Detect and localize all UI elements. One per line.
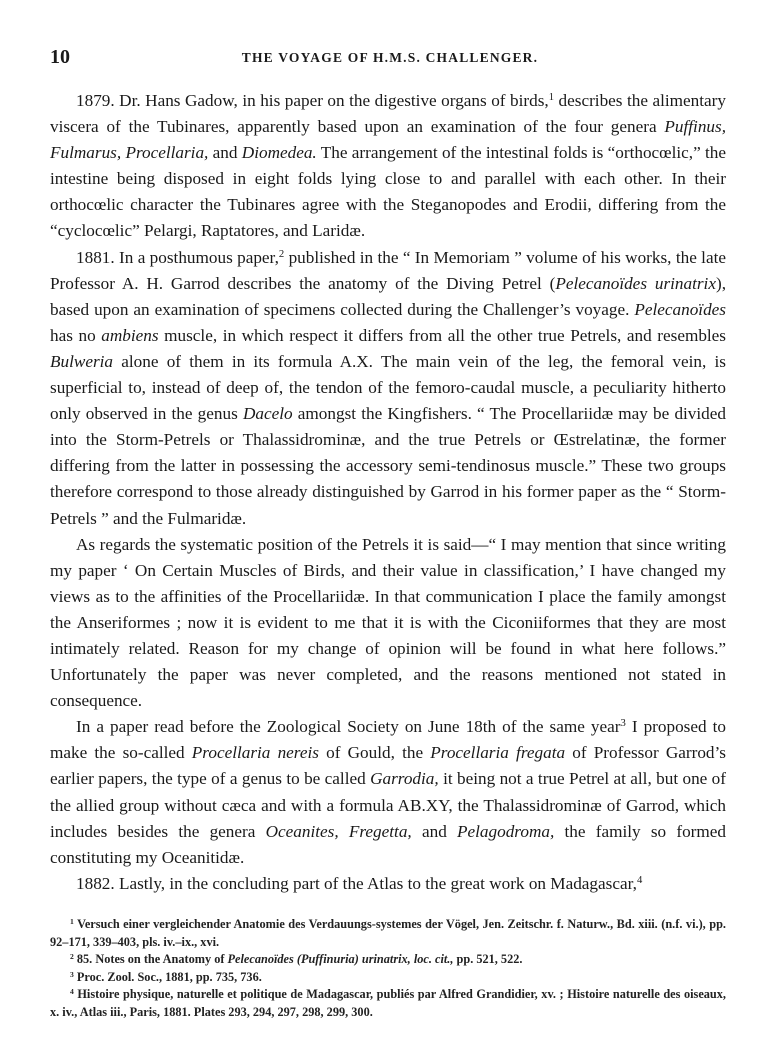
text-run: amongst the Kingfishers. “ The Procellariidæ may be divided into the Storm-Petrels or Thalassidrominæ, and the true Petrels or Œstrelatinæ, the former differing from the latter in possessing the accessory semi-tendinosus muscle.” These two groups therefore correspond to those already distinguished by Garrod in his former paper as the “ Storm-Petrels ” and the Fulmaridæ. — [50, 404, 726, 528]
paragraph-systematic-position — [50, 532, 726, 715]
text-run: published in the “ In Memoriam ” volume of his works, the late Professor A. H. Garrod describes the anatomy of the Diving Petrel ( — [50, 247, 726, 293]
footnotes — [50, 916, 726, 1022]
footnote-marker: 3 — [70, 969, 74, 979]
italic-text: Pelagodroma, — [457, 821, 555, 841]
paragraph-madagascar-1882 — [50, 871, 726, 897]
italic-text: Diomedea. — [241, 143, 317, 163]
paragraph-garrod-1881 — [50, 245, 726, 532]
text-run: Versuch einer vergleichender Anatomie des Verdauungs-systemes der Vögel, Jen. Zeitschr. f. Naturw., Bd. xiii. (n.f. vi.), pp. 92–171, 339–403, pls. iv.–ix., xvi. — [50, 917, 726, 949]
text-run: 1881. In a posthumous paper, — [76, 247, 279, 267]
text-run: muscle, in which respect it differs from all the other true Petrels, and resembles — [158, 325, 726, 345]
italic-text: Oceanites, Fregetta, — [265, 821, 412, 841]
text-run: As regards the systematic position of the Petrels it is said—“ I may mention that since writing my paper ‘ On Certain Muscles of Birds, and their value in classification,’ I have changed my views as to the affinities of the Procellariidæ. In that communication I place the family amongst the Anseriformes ; now it is evident to me that it is with the Ciconiiformes that they are most intimately related. Reason for my change of opinion will be found in what here follows.” Unfortunately the paper was never completed, and the reasons mentioned not stated in consequence. — [50, 534, 726, 711]
italic-text: Procellaria fregata — [430, 743, 566, 763]
footnote-1 — [50, 916, 726, 951]
italic-text: Pelecanoïdes — [634, 299, 726, 319]
italic-text: Dacelo — [242, 404, 293, 424]
text-run: the family so formed constituting my Oceanitidæ. — [50, 821, 726, 867]
italic-text: Procellaria nereis — [191, 743, 319, 763]
text-run: and — [208, 143, 242, 163]
italic-text: Pelecanoïdes (Puffinuria) urinatrix, loc. cit., — [227, 952, 454, 967]
text-run: it being not a true Petrel at all, but one of the allied group without cæca and with a formula AB.XY, the Thalassidrominæ of Garrod, which includes besides the genera — [50, 769, 726, 841]
page-number: 10 — [50, 46, 70, 68]
paragraph-gadow — [50, 88, 726, 245]
text-run: pp. 521, 522. — [453, 952, 523, 967]
text-run: In a paper read before the Zoological Society on June 18th of the same year — [76, 717, 621, 737]
footnote-marker: 1 — [548, 92, 555, 104]
text-run: 85. Notes on the Anatomy of — [73, 952, 228, 967]
body-text — [50, 88, 726, 897]
italic-text: Pelecanoïdes urinatrix — [555, 273, 716, 293]
italic-text: Garrodia, — [370, 769, 439, 789]
text-run: 1882. Lastly, in the concluding part of the Atlas to the great work on Madagascar, — [76, 873, 637, 893]
text-run: describes the alimentary viscera of the Tubinares, apparently based upon an examination of the four genera — [50, 91, 726, 137]
italic-text: ambiens — [101, 325, 159, 345]
footnote-marker: 2 — [278, 248, 285, 260]
text-run: Proc. Zool. Soc., 1881, pp. 735, 736. — [73, 969, 262, 984]
text-run: ), based upon an examination of specimens collected during the Challenger’s voyage. — [50, 273, 726, 319]
text-run: 1879. Dr. Hans Gadow, in his paper on the digestive organs of birds, — [76, 91, 549, 110]
text-run: of Professor Garrod’s earlier papers, the type of a genus to be called — [50, 743, 726, 789]
paragraph-zoological-society — [50, 714, 726, 871]
text-run: and — [411, 821, 458, 841]
page-header — [50, 46, 730, 72]
italic-text: Puffinus, Fulmarus, Procellaria, — [50, 117, 726, 163]
footnote-4 — [50, 986, 726, 1021]
text-run: alone of them in its formula A.X. The main vein of the leg, the femoral vein, is superficial to, instead of deep of, the tendon of the femoro-caudal muscle, a peculiarity hitherto only observed in the genus — [50, 351, 726, 424]
footnote-marker: 3 — [620, 718, 626, 730]
footnote-2 — [50, 951, 726, 969]
running-title: THE VOYAGE OF H.M.S. CHALLENGER. — [241, 50, 539, 65]
text-run: The arrangement of the intestinal folds is “orthocœlic,” the intestine being disposed in eight folds lying close to and parallel with each other. In their orthocœlic character the Tubinares agree with the Steganopodes and Erodii, differing from the “cyclocœlic” Pelargi, Raptatores, and Laridæ. — [50, 143, 727, 241]
text-run: of Gould, the — [318, 743, 431, 763]
footnote-marker: 2 — [70, 952, 74, 961]
text-run: I proposed to make the so-called — [50, 717, 726, 763]
text-run: has no — [50, 325, 102, 345]
footnote-marker: 1 — [70, 916, 74, 926]
text-run: Histoire physique, naturelle et politique de Madagascar, publiés par Alfred Grandidier, xv. ; Histoire naturelle des oiseaux, x. iv., Atlas iii., Paris, 1881. Plates 293, 294, 297, 298, 299, 300. — [50, 987, 726, 1019]
footnote-3 — [50, 969, 726, 987]
footnote-marker: 4 — [636, 874, 643, 886]
footnote-marker: 4 — [70, 987, 74, 997]
italic-text: Bulweria — [50, 351, 114, 371]
